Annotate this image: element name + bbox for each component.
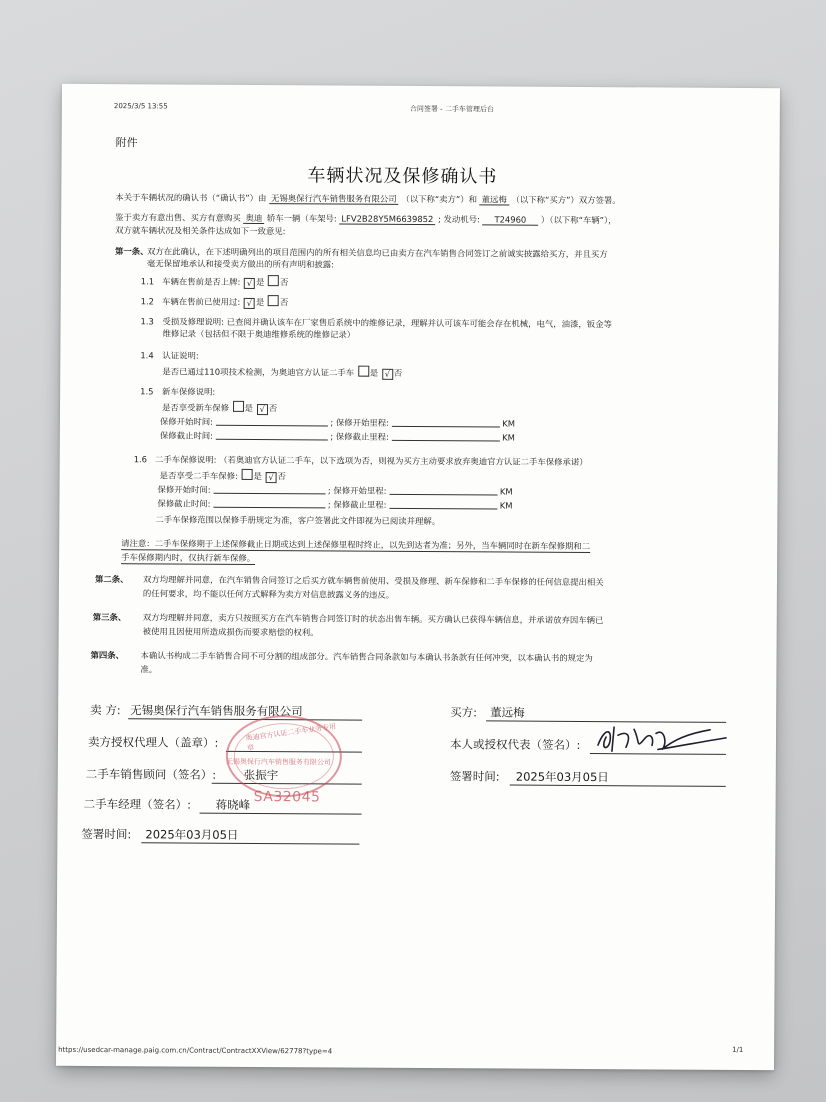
option-yes: 是 xyxy=(244,402,254,413)
notice-line-1: 请注意：二手车保修期于上述保修截止日期或达到上述保修里程时终止，以先到达者为准；另外，当车辆同时在新车保修期和二 xyxy=(121,538,591,552)
intro-text: （以下称“卖方”）和 xyxy=(401,193,478,205)
seller-name: 无锡奥保行汽车销售服务有限公司 xyxy=(269,193,399,205)
checkbox-no xyxy=(268,295,279,306)
field-label: 保修开始时间: xyxy=(159,416,214,427)
vin-number: LFV2B28Y5M6639852 xyxy=(339,214,435,226)
checkbox-yes: √ xyxy=(244,278,255,289)
engine-number: T24960 xyxy=(482,214,538,225)
item-1-3-text: 受损及修理说明: 已查阅并确认该车在厂家售后系统中的维修记录，理解并认可该车可能会存在机械，电气，油漆，钣金等 xyxy=(162,316,612,330)
blank-line xyxy=(216,439,328,441)
buyer-handwritten-signature xyxy=(592,719,732,760)
buyer-date-label: 签署时间: xyxy=(449,769,500,784)
item-1-6-question xyxy=(160,468,286,483)
print-page-title: 合同签署 - 二手车管理后台 xyxy=(409,104,494,114)
article-2-text: 的任何要求，均不能以任何方式解释为卖方对信息披露义务的违反。 xyxy=(142,588,395,600)
seal-arc-text: 奥迪官方认证二手车业务专用章 xyxy=(245,722,337,753)
item-1-4-number: 1.4 xyxy=(140,350,154,361)
item-text: 车辆在售前是否上牌: xyxy=(162,276,241,287)
advisor-value: 张振宇 xyxy=(243,767,279,783)
contract-page xyxy=(56,84,780,1070)
attachment-label: 附件 xyxy=(115,136,138,150)
item-number: 1.1 xyxy=(140,276,155,287)
field-label: 保修截止时间: xyxy=(159,430,213,441)
article-2-label: 第二条、 xyxy=(94,574,129,585)
item-1-3-number: 1.3 xyxy=(140,316,154,327)
item-text: 是否已通过110项技术检测，为奥迪官方认证二手车 xyxy=(162,366,355,378)
manager-value: 蒋晓峰 xyxy=(215,797,251,812)
item-text: 是否享受二手车保修: xyxy=(159,470,238,481)
item-note: （若奥迪官方认证二手车，以下选项为否，则视为买方主动要求放弃奥迪官方认证二手车保修承诺） xyxy=(219,454,588,468)
article-1-text: 毫无保留地承认和接受卖方做出的所有声明和披露: xyxy=(146,258,335,270)
buyer-name: 董远梅 xyxy=(480,194,509,205)
checkbox-yes xyxy=(241,469,252,480)
intro-text: 本关于车辆状况的确认书（“确认书”）由 xyxy=(115,192,267,204)
field-label: ; 保修开始里程: xyxy=(330,417,389,428)
print-page-number: 1/1 xyxy=(732,1045,744,1054)
item-1-5-title: 新车保修说明: xyxy=(162,386,216,397)
blank-line xyxy=(392,426,500,428)
blank-line xyxy=(213,507,325,509)
seller-value: 无锡奥保行汽车销售服务有限公司 xyxy=(130,703,303,719)
manager-label: 二手车经理（签名）: xyxy=(83,796,192,812)
seller-line xyxy=(128,718,362,720)
item-1-4-question xyxy=(162,364,402,379)
option-yes: 是 xyxy=(369,367,379,378)
blank-line xyxy=(389,508,497,510)
seal-company-text: 无锡奥保行汽车销售服务有限公司 xyxy=(225,757,331,767)
unit-km: KM xyxy=(499,486,513,497)
intro-text: ; 发动机号: xyxy=(437,214,480,225)
buyer-date-line xyxy=(510,785,726,787)
buyer-label: 买方: xyxy=(450,705,478,720)
seller-date-value: 2025年03月05日 xyxy=(145,827,239,842)
item-text: 二手车保修说明: xyxy=(155,454,217,465)
intro-text: （以下称“买方”）双方签署。 xyxy=(511,194,621,206)
intro-text: 鉴于卖方有意出售、买方有意购买 xyxy=(115,212,241,223)
company-seal xyxy=(226,715,342,798)
manager-line xyxy=(200,813,362,815)
article-4-label: 第四条、 xyxy=(90,649,125,661)
item-1-6-title xyxy=(134,454,588,468)
item-1-4-title: 认证说明: xyxy=(162,350,199,361)
article-3-text: 双方均理解并同意，卖方只按照买方在汽车销售合同签订时的状态出售车辆。买方确认已获得车辆信息，并承诺放弃因车辆已 xyxy=(142,612,604,626)
seller-date-line xyxy=(141,842,359,844)
article-1-label: 第一条、 xyxy=(114,246,149,257)
intro-text: 轿车一辆（车架号: xyxy=(266,213,337,224)
field-label: ; 保修开始里程: xyxy=(327,485,387,496)
blank-line xyxy=(391,440,499,442)
option-yes: 是 xyxy=(255,296,265,308)
used-car-warranty-start xyxy=(157,484,512,497)
document-title: 车辆状况及保修确认书 xyxy=(307,165,498,188)
blank-line xyxy=(216,425,328,427)
field-label: 保修开始时间: xyxy=(157,484,211,495)
option-yes: 是 xyxy=(253,470,262,482)
article-1-text: 双方在此确认，在下述明确列出的项目范围内的所有相关信息均已由卖方在汽车销售合同签订之前诚实披露给买方，并且买方 xyxy=(146,246,608,260)
checkbox-no: √ xyxy=(265,472,276,483)
article-3-label: 第三条、 xyxy=(92,612,127,623)
buyer-value: 董远梅 xyxy=(490,705,525,720)
used-car-warranty-scope: 二手车保修范围以保修手册规定为准，客户签署此文件即视为已阅读并理解。 xyxy=(155,514,441,527)
checkbox-yes xyxy=(358,366,369,377)
article-3-text: 被使用且因使用所造成损伤而要求赔偿的权利。 xyxy=(142,626,319,638)
article-2-text: 双方均理解并同意，在汽车销售合同签订之后买方就车辆售前使用、受损及修理、新车保修和二手车保修的任何信息提出相关 xyxy=(142,574,604,588)
checkbox-yes xyxy=(233,401,244,412)
new-car-warranty-start xyxy=(160,416,515,429)
seller-label: 卖 方: xyxy=(90,702,121,718)
checkbox-no: √ xyxy=(257,404,268,415)
field-label: 保修截止时间: xyxy=(157,498,211,509)
field-label: ; 保修截止里程: xyxy=(327,499,387,510)
checkbox-yes: √ xyxy=(244,298,255,309)
print-url: https://usedcar-manage.paig.com.cn/Contract/ContractXXView/62778?type=4 xyxy=(58,1045,333,1056)
new-car-warranty-end xyxy=(160,430,515,443)
article-4-text: 本确认书构成二手车销售合同不可分割的组成部分。汽车销售合同条款如与本确认书条款有任何冲突，以本确认书的规定为 xyxy=(140,650,593,664)
blank-line xyxy=(389,494,497,496)
notice-line-2: 手车保修期内时，仅执行新车保修。 xyxy=(121,552,256,563)
blank-line xyxy=(213,493,325,495)
intro-text: ）（以下称“车辆”）， xyxy=(540,214,617,226)
item-1-2 xyxy=(141,294,289,309)
item-text: 是否享受新车保修 xyxy=(162,402,230,413)
intro-line-2 xyxy=(115,212,616,226)
item-1-3-text: 维修记录（包括但不限于奥迪维修系统的维修记录） xyxy=(162,328,356,340)
option-yes: 是 xyxy=(255,276,265,288)
unit-km: KM xyxy=(502,432,515,443)
option-no: 否 xyxy=(277,471,286,482)
option-no: 否 xyxy=(279,297,289,308)
seller-agent-label: 卖方授权代理人（盖章）: xyxy=(87,734,219,750)
unit-km: KM xyxy=(502,418,516,429)
option-no: 否 xyxy=(393,367,403,378)
item-1-1 xyxy=(141,274,289,289)
item-text: 车辆在售前已使用过: xyxy=(161,296,241,307)
field-label: ; 保修截止里程: xyxy=(330,431,389,442)
checkbox-no: √ xyxy=(382,369,393,380)
seal-code: SA32045 xyxy=(253,788,321,806)
buyer-representative-label: 本人或授权代表（签名）: xyxy=(449,737,581,752)
item-number: 1.6 xyxy=(133,454,148,465)
intro-line-3: 双方就车辆状况及相关条件达成如下一致意见: xyxy=(115,225,286,237)
print-datetime: 2025/3/5 13:55 xyxy=(113,102,168,111)
used-car-warranty-end xyxy=(157,498,512,511)
unit-km: KM xyxy=(499,500,513,511)
vehicle-brand: 奥迪 xyxy=(243,213,264,224)
item-1-5-number: 1.5 xyxy=(140,386,154,397)
advisor-label: 二手车销售顾问（签名）: xyxy=(85,766,217,782)
item-1-5-question xyxy=(162,400,277,415)
intro-line-1 xyxy=(115,192,620,206)
option-no: 否 xyxy=(280,277,289,288)
item-number: 1.2 xyxy=(140,296,155,307)
article-4-text: 准。 xyxy=(140,664,158,675)
seller-date-label: 签署时间: xyxy=(81,826,132,842)
buyer-date-value: 2025年03月05日 xyxy=(515,769,609,785)
option-no: 否 xyxy=(268,403,278,414)
checkbox-no xyxy=(268,275,279,286)
